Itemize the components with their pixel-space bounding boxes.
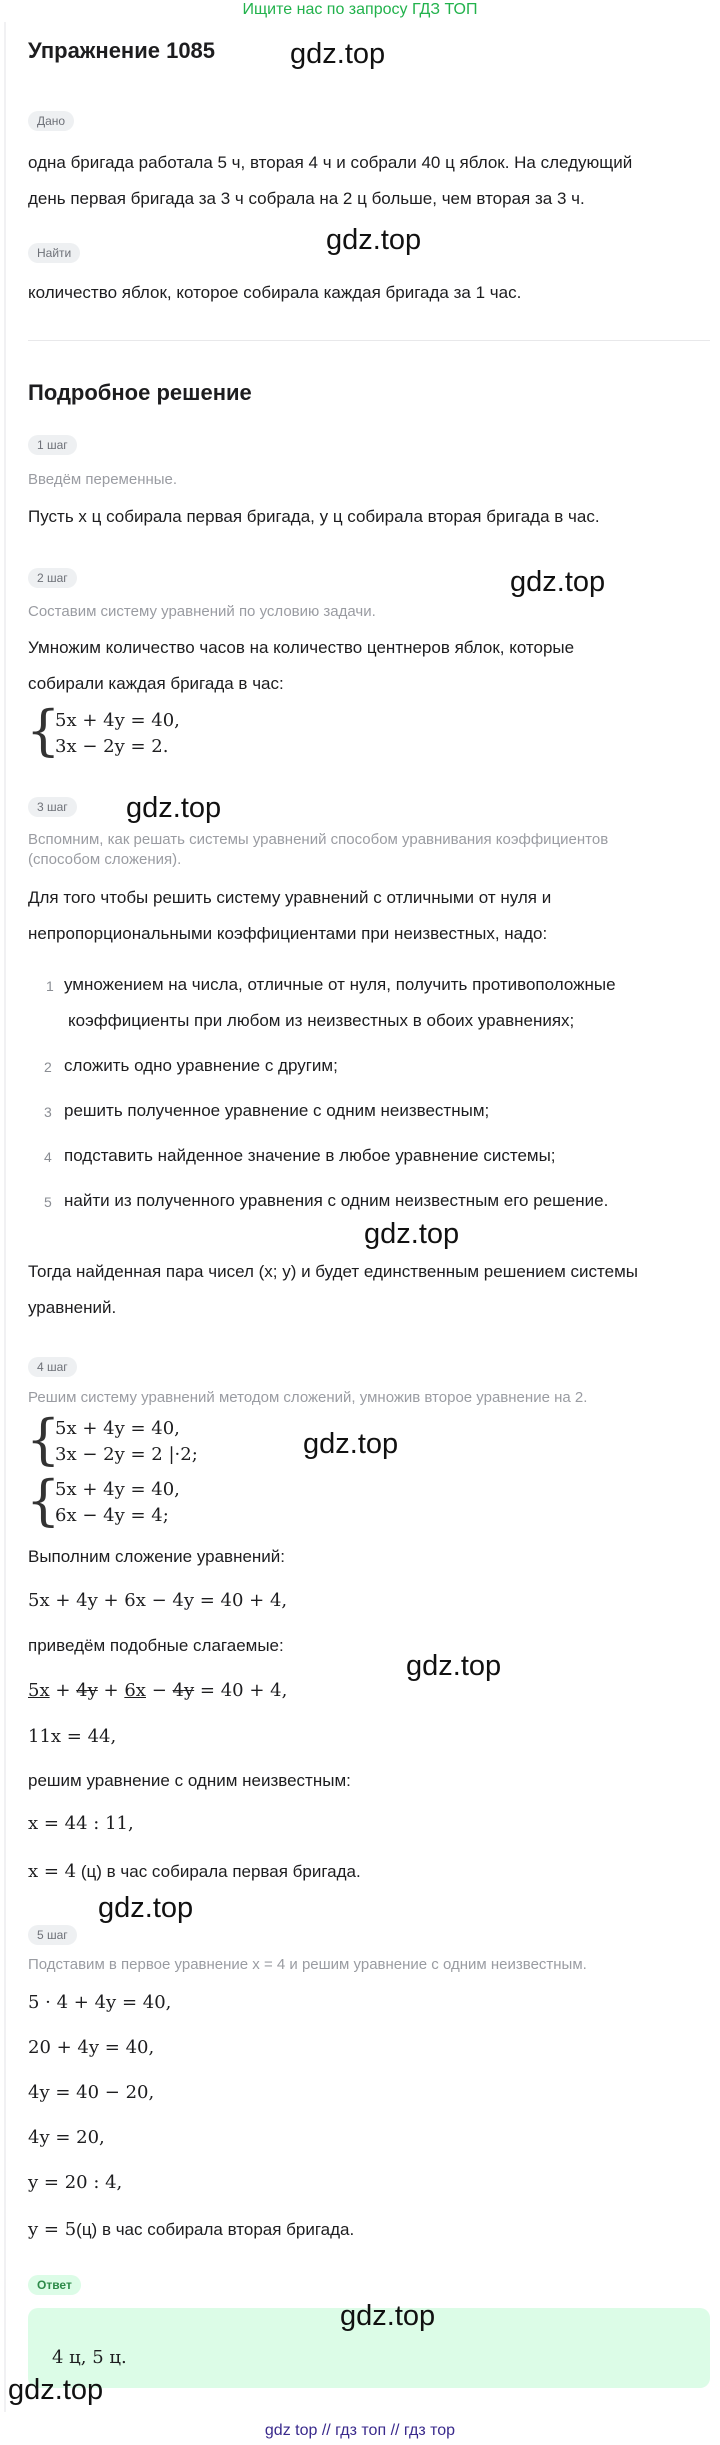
find-text: количество яблок, которое собирала каждая бригада за 1 час. <box>28 283 522 302</box>
watermark: gdz.top <box>364 1218 460 1250</box>
page-title: Упражнение 1085 <box>28 38 216 63</box>
equation-rest: = 40 + 4, <box>199 1680 288 1701</box>
equation: y = 20 : 4, <box>28 2172 123 2193</box>
step-5-hint: Подставим в первое уравнение x = 4 и решим уравнение с одним неизвестным. <box>28 1956 587 1973</box>
equation: 5x + 4y = 40, <box>55 710 180 731</box>
list-item-number: 4 <box>44 1149 52 1165</box>
watermark: gdz.top <box>126 792 222 824</box>
result-text: (ц) в час собирала первая бригада. <box>76 1862 361 1881</box>
equation: 6x − 4y = 4; <box>55 1505 169 1526</box>
equation: 5x + 4y = 40, <box>55 1479 180 1500</box>
step-2-label: 2 шаг <box>28 568 77 588</box>
equation: 5x + 4y = 40, <box>55 1418 180 1439</box>
list-item: решить полученное уравнение с одним неизвестным; <box>64 1101 490 1120</box>
operator: + <box>103 1680 119 1701</box>
equation: 3x − 2y = 2. <box>55 736 169 757</box>
equation: 4y = 20, <box>28 2127 105 2148</box>
step-4-hint: Решим систему уравнений методом сложений, умножив второе уравнение на 2. <box>28 1389 588 1406</box>
find-label: Найти <box>28 243 80 263</box>
system-brace: { <box>26 1408 61 1471</box>
list-item-continuation: коэффициенты при любом из неизвестных в обоих уравнениях; <box>68 1011 575 1030</box>
equation-with-cancel <box>28 1678 287 1704</box>
step-4-add-text: Выполним сложение уравнений: <box>28 1547 286 1566</box>
watermark: gdz.top <box>8 2374 104 2406</box>
equation: 5x + 4y + 6x − 4y = 40 + 4, <box>28 1590 288 1611</box>
answer-text: 4 ц, 5 ц. <box>52 2347 127 2368</box>
step-1-hint: Введём переменные. <box>28 471 178 488</box>
watermark: gdz.top <box>303 1428 399 1460</box>
list-item-number: 2 <box>44 1059 52 1075</box>
equation: 11x = 44, <box>28 1726 117 1747</box>
equation: 20 + 4y = 40, <box>28 2037 155 2058</box>
watermark: gdz.top <box>340 2300 436 2332</box>
step-2-text-line1: Умножим количество часов на количество центнеров яблок, которые <box>28 638 575 657</box>
step-4-label: 4 шаг <box>28 1357 77 1377</box>
list-item: подставить найденное значение в любое уравнение системы; <box>64 1146 556 1165</box>
step-3-conclusion-line1: Тогда найденная пара чисел (x; y) и будет единственным решением системы <box>28 1262 638 1281</box>
solution-title: Подробное решение <box>28 380 252 405</box>
result-line <box>28 1854 361 1890</box>
step-3-hint-line2: (способом сложения). <box>28 851 182 868</box>
step-4-similar-text: приведём подобные слагаемые: <box>28 1636 284 1655</box>
step-2-text-line2: собирали каждая бригада в час: <box>28 674 284 693</box>
equation: 3x − 2y = 2 |·2; <box>55 1444 198 1465</box>
answer-label: Ответ <box>28 2275 81 2295</box>
given-label: Дано <box>28 111 74 131</box>
list-item: найти из полученного уравнения с одним неизвестным его решение. <box>64 1191 609 1210</box>
operator: + <box>55 1680 71 1701</box>
watermark: gdz.top <box>406 1650 502 1682</box>
system-brace: { <box>26 699 61 762</box>
given-text-line1: одна бригада работала 5 ч, вторая 4 ч и собрали 40 ц яблок. На следующий <box>28 153 633 172</box>
equation: y = 5 <box>28 2219 77 2240</box>
watermark: gdz.top <box>510 566 606 598</box>
list-item-number: 3 <box>44 1104 52 1120</box>
divider <box>28 340 710 341</box>
step-5-label: 5 шаг <box>28 1925 77 1945</box>
cancelled-term: 4y <box>172 1680 195 1701</box>
equation: 4y = 40 − 20, <box>28 2082 155 2103</box>
list-item: умножением на числа, отличные от нуля, получить противоположные <box>64 975 616 994</box>
step-3-text-line2: непропорциональными коэффициентами при неизвестных, надо: <box>28 924 548 943</box>
list-item-number: 1 <box>46 978 54 994</box>
step-3-text-line1: Для того чтобы решить систему уравнений с отличными от нуля и <box>28 888 552 907</box>
left-border <box>4 22 6 2412</box>
equation: x = 4 <box>28 1861 77 1882</box>
list-item: сложить одно уравнение с другим; <box>64 1056 338 1075</box>
watermark: gdz.top <box>290 38 386 70</box>
step-1-text: Пусть x ц собирала первая бригада, y ц собирала вторая бригада в час. <box>28 507 600 526</box>
term: 6x <box>124 1680 146 1701</box>
step-2-hint: Составим систему уравнений по условию задачи. <box>28 603 376 620</box>
search-banner: Ищите нас по запросу ГДЗ ТОП <box>242 1 478 18</box>
final-line <box>28 2212 354 2248</box>
given-text-line2: день первая бригада за 3 ч собрала на 2 ц больше, чем вторая за 3 ч. <box>28 189 585 208</box>
watermark: gdz.top <box>98 1892 194 1924</box>
step-3-label: 3 шаг <box>28 797 77 817</box>
step-1-label: 1 шаг <box>28 435 77 455</box>
footer-links[interactable]: gdz top // гдз топ // гдз тор <box>264 2422 456 2439</box>
watermark: gdz.top <box>326 224 422 256</box>
equation: x = 44 : 11, <box>28 1813 134 1834</box>
list-item-number: 5 <box>44 1194 52 1210</box>
cancelled-term: 4y <box>76 1680 98 1701</box>
step-3-hint-line1: Вспомним, как решать системы уравнений способом уравнивания коэффициентов <box>28 831 609 848</box>
equation: 5 · 4 + 4y = 40, <box>28 1992 172 2013</box>
term: 5x <box>28 1680 50 1701</box>
step-3-conclusion-line2: уравнений. <box>28 1298 117 1317</box>
final-text: (ц) в час собирала вторая бригада. <box>76 2220 355 2239</box>
operator: − <box>151 1680 167 1701</box>
step-4-solve-text: решим уравнение с одним неизвестным: <box>28 1771 351 1790</box>
system-brace: { <box>26 1469 61 1532</box>
